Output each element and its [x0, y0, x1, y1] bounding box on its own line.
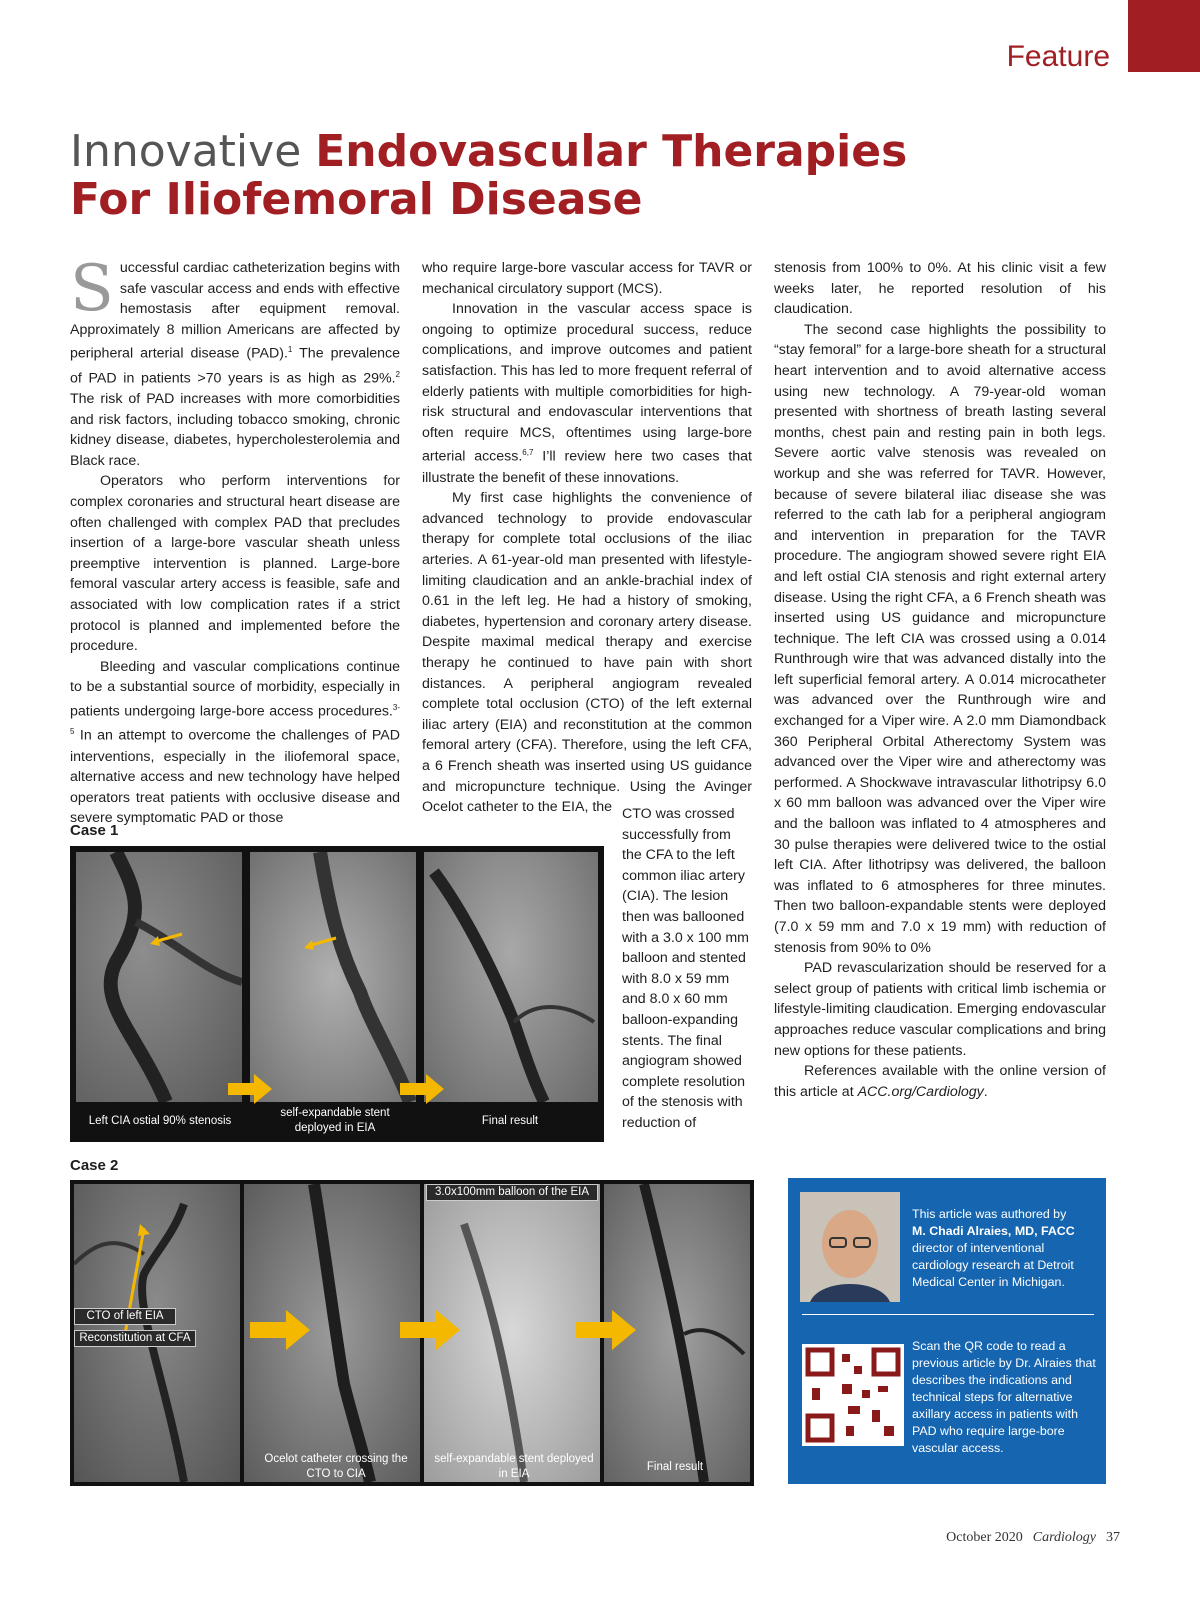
column-1	[70, 252, 400, 829]
case-1-caption-1: Left CIA ostial 90% stenosis	[88, 1115, 232, 1127]
title-bold-line2: For Iliofemoral Disease	[70, 174, 643, 225]
author-intro: This article was authored by	[912, 1207, 1067, 1221]
title-plain: Innovative	[70, 126, 316, 177]
case-2-figure	[70, 1180, 754, 1486]
drop-cap: S	[70, 252, 114, 326]
vessel-drawing	[424, 852, 598, 1102]
case-2-caption-stent: self-expandable stent deployed in EIA	[434, 1453, 594, 1480]
col3-paragraph-2: The second case highlights the possibility to “stay femoral” for a large-bore sheath for a structural heart intervention and to avoid alternative access using new technology. A 79-year-old woman presented with shortness of breath lasting several months, chest pain and resting pain in both legs. Severe aortic valve stenosis was revealed on workup and she was referred for TAVR. However, because of severe bilateral iliac disease she was referred to the cath lab for a peripheral angiogram and intervention in preparation for the TAVR procedure. The angiogram showed severe right EIA and left ostial CIA stenosis and right external artery disease. Using the right CFA, a 6 French sheath was inserted using US guidance and micropuncture technique. The left CIA was crossed using a 0.014 Runthrough wire that was advanced distally into the left superficial femoral artery. A 0.014 microcatheter was advanced over the Runthrough wire and exchanged for a Viper wire. A 2.0 mm Diamondback 360 Peripheral Orbital Atherectomy System was advanced over the Viper wire and atherectomy was performed. A Shockwave intravascular lithotripsy 6.0 x 60 mm balloon was advanced over the Viper wire and the balloon was inflated to 4 atmospheres and 30 pulse therapies were delivered twice to the ostial left CIA. After lithotripsy was delivered, the balloon was inflated to 6 atmospheres for three minutes. Then two balloon-expandable stents were deployed (7.0 x 59 mm and 7.0 x 19 mm) with reduction of stenosis from 90% to 0%	[774, 321, 1106, 956]
section-label: Feature	[1006, 40, 1110, 73]
title-bold-line1: Endovascular Therapies	[315, 126, 908, 177]
right-arrow-icon	[576, 1310, 636, 1350]
case-2-caption-cto: CTO of left EIA	[74, 1308, 176, 1325]
yellow-line-arrow-icon	[114, 1224, 154, 1344]
author-photo	[800, 1192, 900, 1302]
col2-paragraph-1: who require large-bore vascular access for TAVR or mechanical circulatory support (MCS).	[422, 260, 752, 297]
footer-journal: Cardiology	[1032, 1530, 1096, 1545]
case-1-label: Case 1	[70, 822, 119, 839]
column-3	[774, 258, 1106, 1102]
col2-paragraph-3: My first case highlights the convenience of advanced technology to provide endovascular therapy for complete total occlusions of the iliac arteries. A 61-year-old man presented with lifestyle-limiting claudication and an ankle-brachial index of 0.61 in the left leg. He had a history of smoking, diabetes, hypertension and coronary artery disease. Despite maximal medical therapy and exercise therapy he continued to have pain with short distances. A peripheral angiogram revealed complete total occlusion (CTO) of the left external iliac artery (EIA) and reconstitution at the common femoral artery (CFA). Therefore, using the left CFA, a 6 French sheath was inserted using US guidance and micropuncture technique. Using the Avinger Ocelot catheter to the EIA, the	[422, 490, 752, 816]
case-1-caption-2: self-expandable stent deployed in EIA	[280, 1107, 390, 1134]
column-2	[422, 258, 752, 818]
right-arrow-icon	[400, 1074, 444, 1104]
col1-paragraph-2: Operators who perform interventions for complex coronaries and structural heart disease are often challenged with complex PAD that precludes insertion of a large-bore vascular sheath unless preemptive intervention is planned. Large-bore femoral vascular artery access is feasible, safe and associated with low complication rates if a strict protocol is planned and implemented before the procedure.	[70, 473, 400, 655]
col1-paragraph-1: Successful cardiac catheterization begins with safe vascular access and ends with effective hemostasis after equipment removal. Approximately 8 million Americans are affected by peripheral arterial disease (PAD).$^1$ The prevalence of PAD in patients >70 years is as high as 29%.$^2$ The risk of PAD increases with more comorbidities and risk factors, including tobacco smoking, chronic kidney disease, diabetes, hypercholesterolemia and Black race.	[70, 252, 400, 469]
case-1-angiogram-2	[250, 852, 416, 1102]
portrait-drawing	[800, 1192, 900, 1302]
page-footer	[946, 1530, 1120, 1546]
col3-paragraph-1: stenosis from 100% to 0%. At his clinic visit a few weeks later, he reported resolution of his claudication.	[774, 260, 1106, 318]
col2-paragraph-2: Innovation in the vascular access space is ongoing to optimize procedural success, reduce complications, and improve outcomes and patient satisfaction. This has led to more frequent referral of elderly patients with multiple comorbidities for high-risk structural and endovascular interventions that often require MCS, oftentimes using large-bore arterial access.$^{6,7}$ I’ll review here two cases that illustrate the benefit of these innovations.	[422, 301, 752, 486]
author-divider	[802, 1314, 1094, 1315]
qr-pattern	[802, 1344, 904, 1446]
footer-page: 37	[1106, 1530, 1120, 1545]
yellow-arrow-icon	[146, 930, 186, 950]
case-2-caption-ocelot: Ocelot catheter crossing the CTO to CIA	[264, 1453, 408, 1480]
feature-tab-block	[1128, 0, 1200, 72]
case-1-angiogram-1	[76, 852, 242, 1102]
author-box	[788, 1178, 1106, 1484]
yellow-arrow-icon	[300, 934, 340, 954]
author-bio	[912, 1206, 1098, 1291]
case-1-figure	[70, 846, 604, 1142]
col2-paragraph-3-cont: CTO was crossed successfully from the CFA to the left common iliac artery (CIA). The lesion then was ballooned with a 3.0 x 100 mm balloon and stented with 8.0 x 59 mm and 8.0 x 60 mm balloon-expanding stents. The final angiogram showed complete resolution of the stenosis with reduction of	[622, 806, 749, 1131]
case-2-caption-reconstitution: Reconstitution at CFA	[74, 1330, 196, 1347]
case-2-label: Case 2	[70, 1157, 119, 1174]
qr-caption: Scan the QR code to read a previous article by Dr. Alraies that describes the indications and technical steps for alternative axillary access in patients with PAD who require large-bore vascular access.	[912, 1339, 1096, 1455]
case-2-caption-balloon: 3.0x100mm balloon of the EIA	[426, 1184, 598, 1201]
author-name: M. Chadi Alraies, MD, FACC	[912, 1224, 1075, 1238]
column-2-continued	[622, 804, 754, 1134]
journal-link[interactable]: ACC.org/Cardiology	[857, 1083, 984, 1100]
right-arrow-icon	[250, 1310, 310, 1350]
article-title	[70, 128, 907, 224]
case-1-angiogram-3	[424, 852, 598, 1102]
case-2-caption-final: Final result	[646, 1461, 704, 1473]
vessel-drawing	[76, 852, 242, 1102]
col1-paragraph-3: Bleeding and vascular complications continue to be a substantial source of morbidity, especially in patients undergoing large-bore access procedures.$^{3-5}$ In an attempt to overcome the challenges of PAD interventions, especially in the iliofemoral space, alternative access and new technology have helped operators treat patients with occlusive disease and severe symptomatic PAD or those	[70, 658, 400, 827]
case-1-caption-3: Final result	[481, 1115, 539, 1127]
vessel-drawing	[250, 852, 416, 1102]
footer-date: October 2020	[946, 1530, 1023, 1545]
right-arrow-icon	[228, 1074, 272, 1104]
col3-paragraph-4: References available with the online version of this article at ACC.org/Cardiology.	[774, 1063, 1106, 1100]
right-arrow-icon	[400, 1310, 460, 1350]
author-role: director of interventional cardiology research at Detroit Medical Center in Michigan.	[912, 1241, 1074, 1289]
qr-code-icon[interactable]	[802, 1344, 904, 1446]
col3-paragraph-3: PAD revascularization should be reserved for a select group of patients with critical limb ischemia or lifestyle-limiting claudication. Emerging endovascular approaches reduce vascular complications and bring new options for these patients.	[774, 960, 1106, 1059]
